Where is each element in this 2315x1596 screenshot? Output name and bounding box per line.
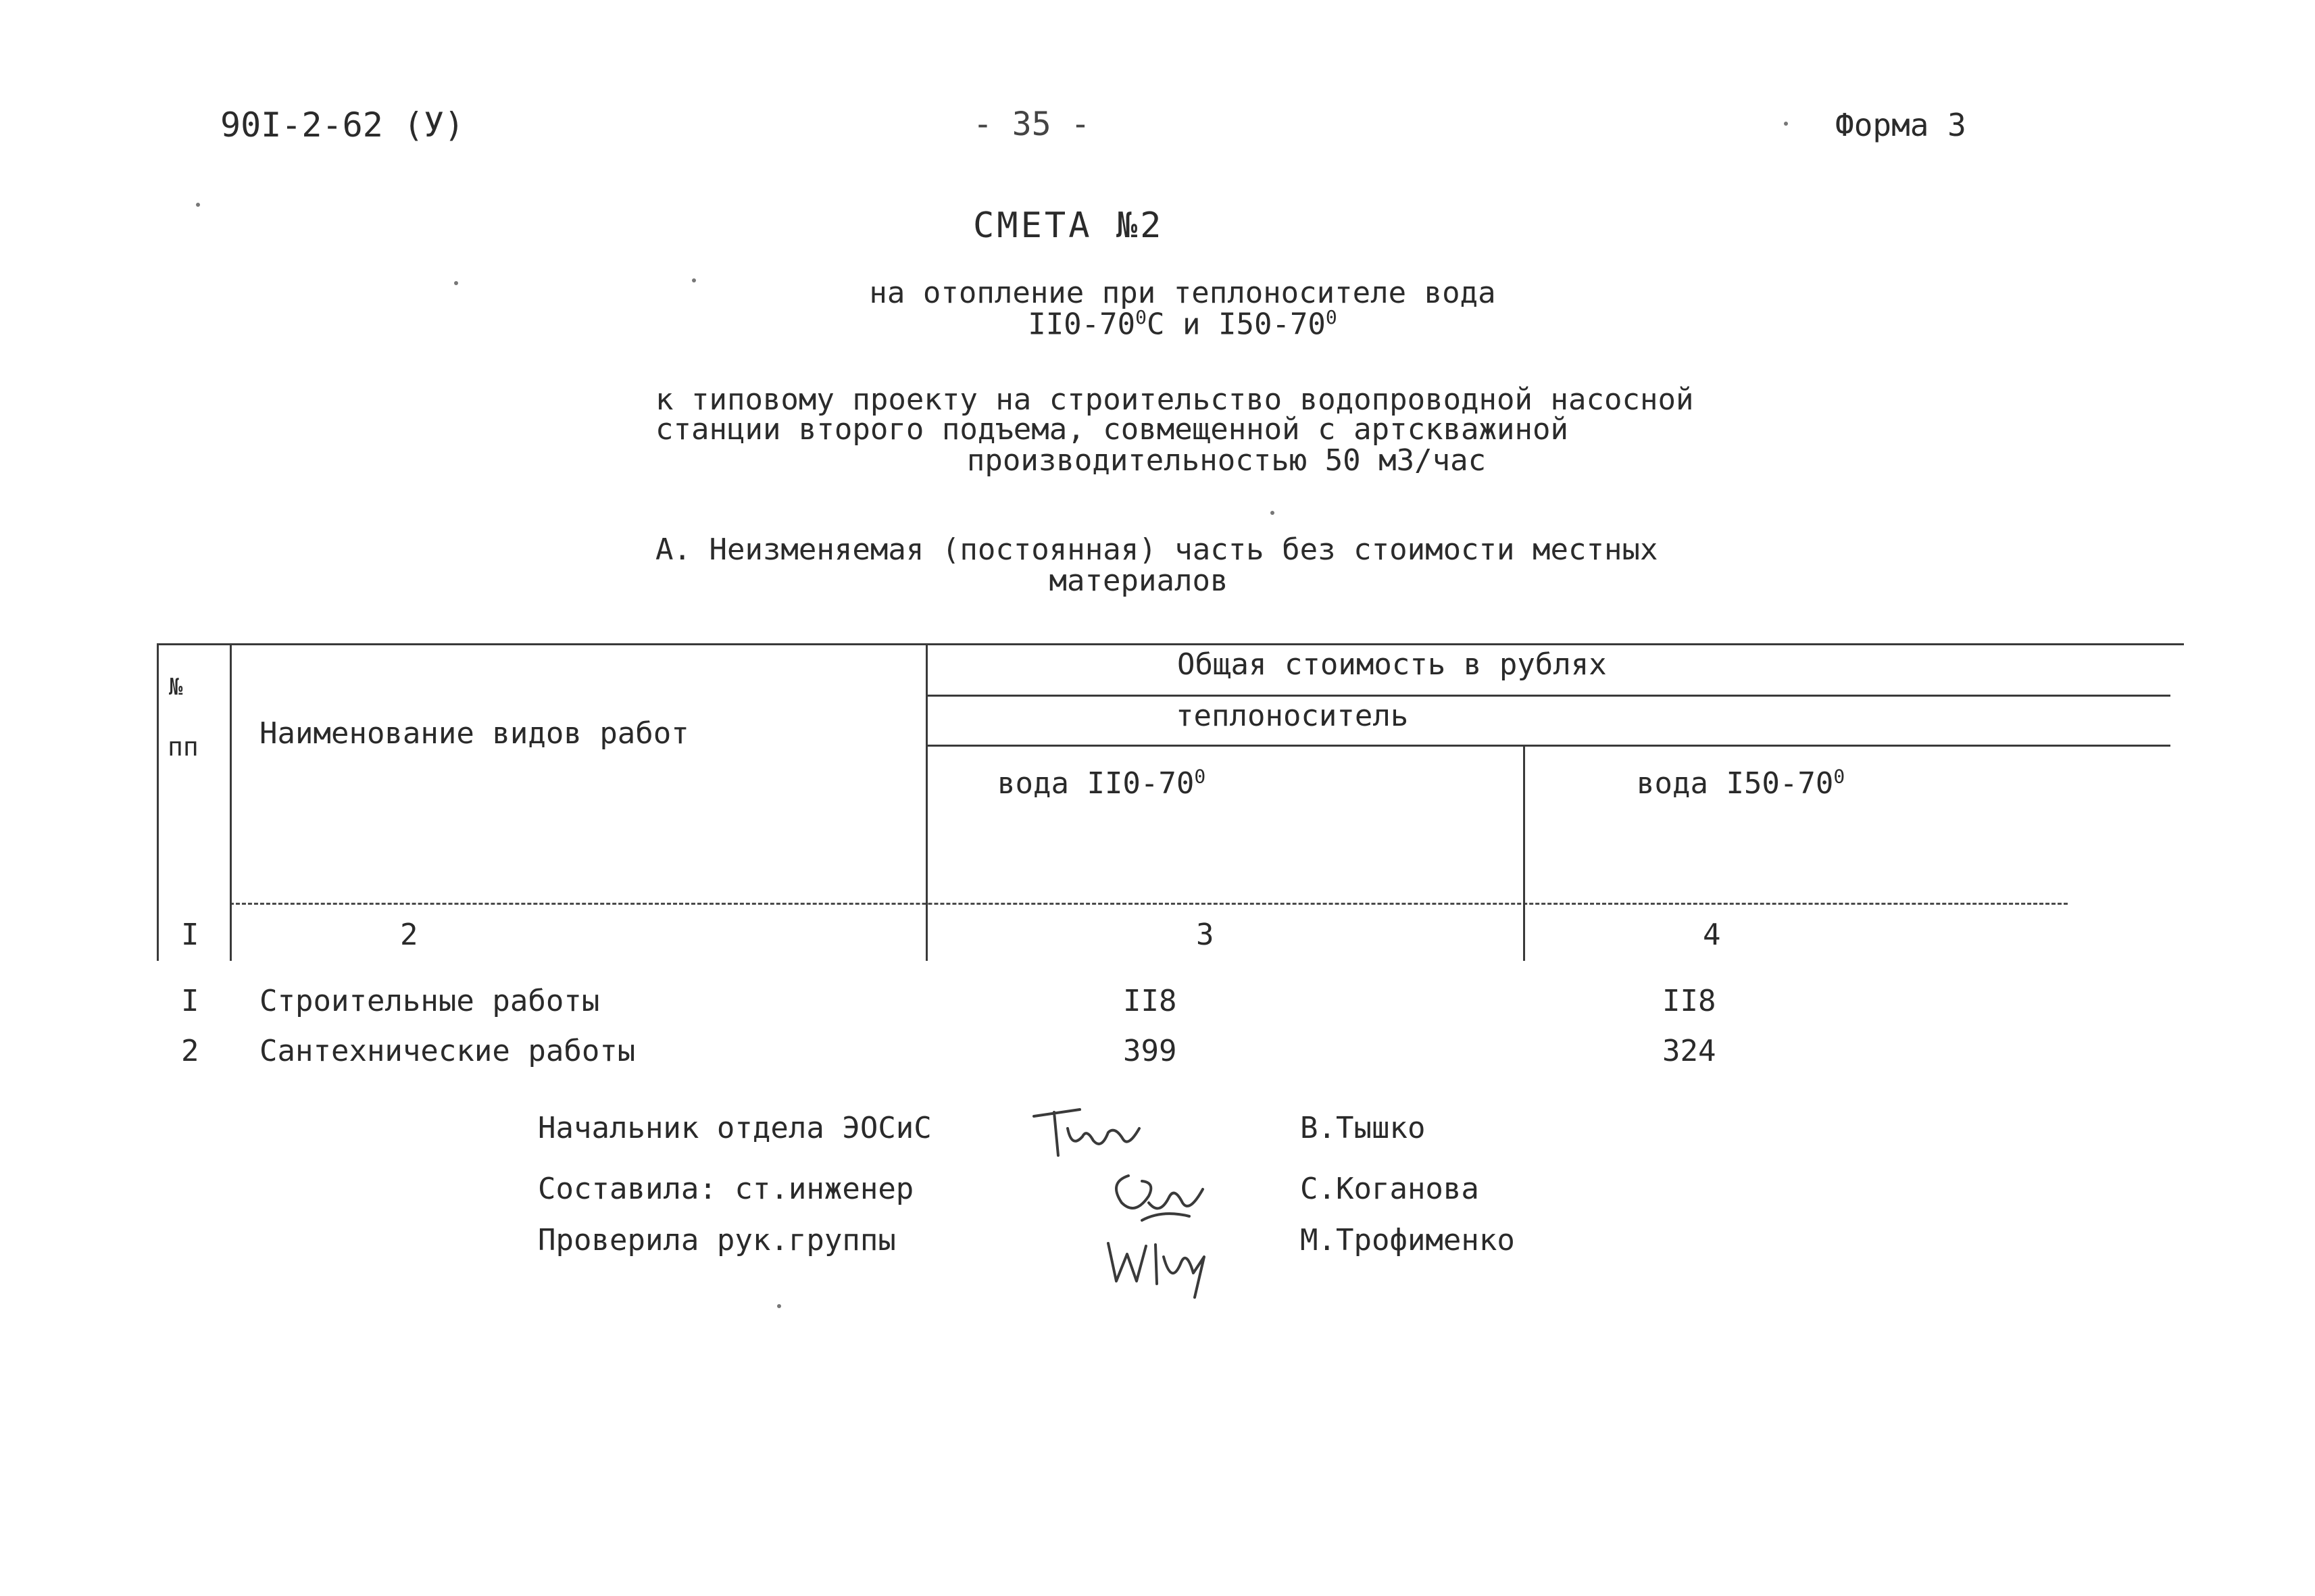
table-subheader-rule	[927, 745, 2170, 747]
row-1-value-110: II8	[1123, 984, 1177, 1018]
scan-speck	[777, 1304, 781, 1308]
col-name-header: Наименование видов работ	[259, 716, 689, 751]
table-top-border	[157, 643, 2184, 645]
handwritten-signature-3	[1101, 1230, 1223, 1304]
col-num-header-abbrev: пп	[168, 732, 199, 762]
table-col-divider-3	[1523, 746, 1525, 961]
subtitle-line-2: $II0-70^0С$ и $I50-70^0$	[1028, 306, 1337, 342]
table-carrier-rule	[927, 695, 2170, 697]
carrier-header: теплоноситель	[1176, 699, 1409, 733]
signature-role-2: Составила: ст.инженер	[538, 1172, 914, 1206]
section-heading-line-2: материалов	[1049, 564, 1228, 598]
row-2-name: Сантехнические работы	[259, 1034, 636, 1068]
col-num-header-symbol: №	[169, 674, 183, 701]
table-header-bottom-border	[230, 903, 2068, 905]
col-number-2: 2	[400, 918, 418, 952]
col-number-4: 4	[1703, 918, 1721, 952]
section-heading-line-1: А. Неизменяемая (постоянная) часть без стоимости местных	[655, 532, 1658, 567]
document-title: СМЕТА №2	[973, 205, 1164, 246]
handwritten-signature-2	[1101, 1162, 1223, 1230]
project-line-3: производительностью 50 м3/час	[966, 443, 1487, 478]
table-left-border	[157, 643, 159, 961]
project-line-1: к типовому проекту на строительство водопроводной насосной	[655, 382, 1694, 417]
row-1-name: Строительные работы	[259, 984, 600, 1018]
row-2-value-110: 399	[1123, 1034, 1177, 1068]
scan-speck	[692, 278, 696, 282]
handwritten-signature-1	[1027, 1101, 1162, 1162]
signature-person-1: В.Тышко	[1300, 1111, 1426, 1145]
form-label: Форма 3	[1835, 107, 1966, 143]
signature-role-1: Начальник отдела ЭОСиС	[538, 1111, 932, 1145]
col3-header: вода $II0-70^0$	[997, 765, 1206, 801]
col-number-1: I	[181, 918, 199, 952]
scan-speck	[1784, 122, 1788, 126]
scan-speck	[454, 281, 458, 285]
signature-person-2: С.Коганова	[1300, 1172, 1479, 1206]
table-col-divider-1	[230, 643, 232, 961]
row-1-value-150: II8	[1662, 984, 1716, 1018]
col-number-3: 3	[1196, 918, 1214, 952]
page-number: - 35 -	[973, 105, 1091, 143]
project-line-2: станции второго подъема, совмещенной с артскважиной	[655, 412, 1569, 447]
scan-speck	[1270, 511, 1274, 515]
document-reference: 90I-2-62 (У)	[220, 105, 465, 145]
row-2-number: 2	[181, 1034, 199, 1068]
row-2-value-150: 324	[1662, 1034, 1716, 1068]
scan-speck	[196, 203, 200, 207]
row-1-number: I	[181, 984, 199, 1018]
col4-header: вода $I50-70^0$	[1637, 765, 1845, 801]
signature-person-3: М.Трофименко	[1300, 1223, 1515, 1257]
table-col-divider-2	[926, 643, 928, 961]
signature-role-3: Проверила рук.группы	[538, 1223, 896, 1257]
subtitle-line-1: на отопление при теплоносителе вода	[869, 276, 1496, 310]
cost-header: Общая стоимость в рублях	[1177, 647, 1607, 682]
